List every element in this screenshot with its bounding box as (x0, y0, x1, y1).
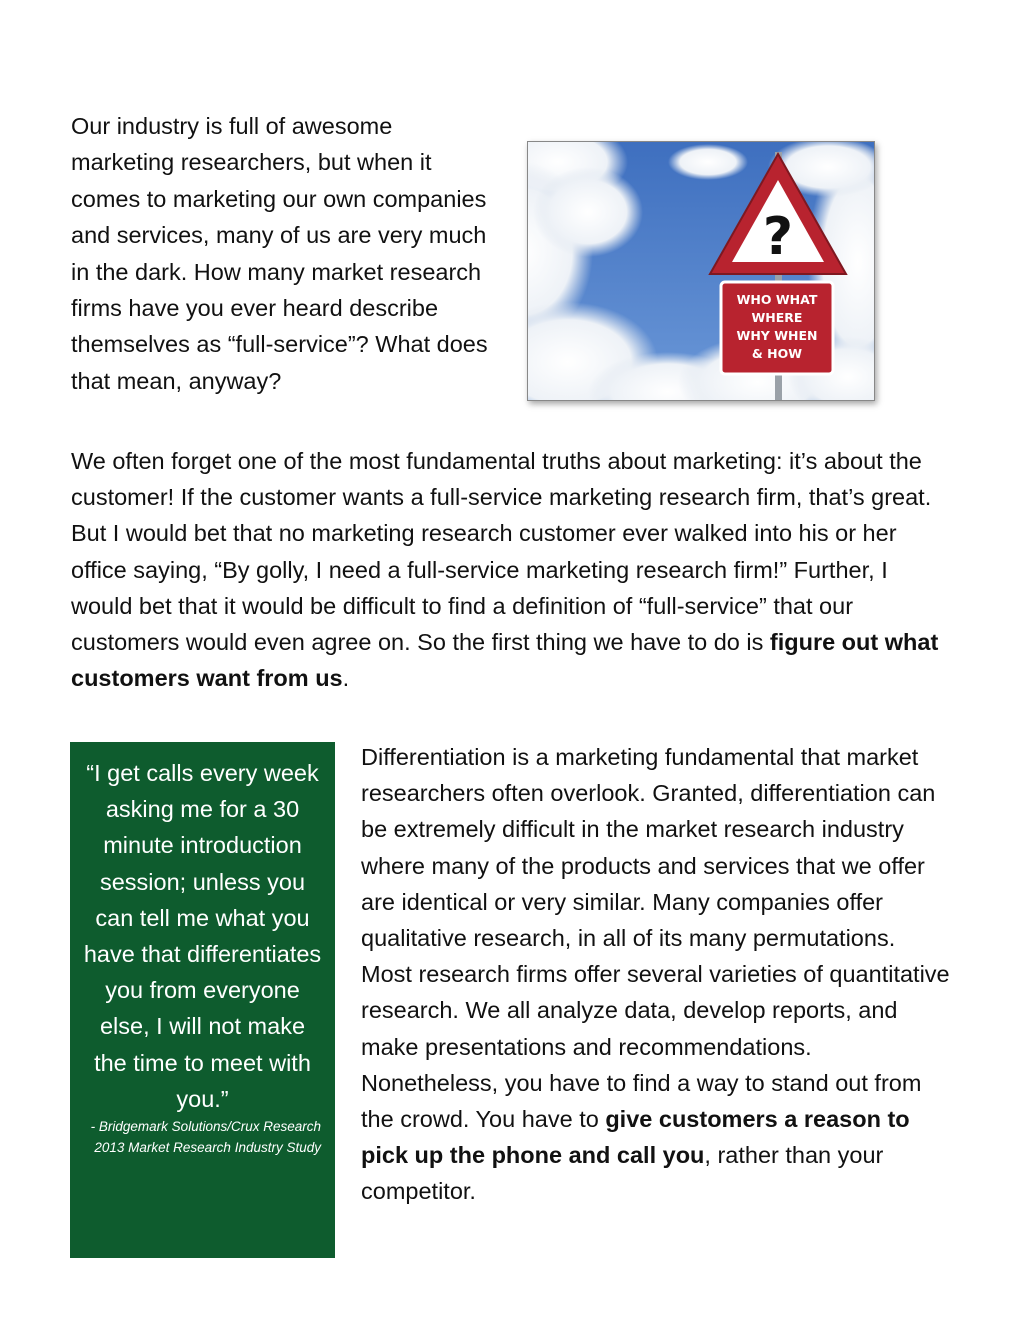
customer-paragraph-end: . (342, 665, 350, 692)
intro-paragraph: Our industry is full of awesome marketing researchers, but when it comes to marketing our own companies and services, many of us are very much in the dark. How many market research firms have you ever heard describe themselves as “full-service”? What does that mean, anyway? (71, 113, 488, 394)
pull-quote-text: “I get calls every week asking me for a 30 minute introduction session; unless you can tell me what you have that differentiates you from everyone else, I will not make the time to meet with you.” (83, 760, 322, 1112)
differentiation-paragraph (361, 739, 951, 1210)
sign-line: & HOW (751, 346, 803, 361)
sign-line: WHY WHEN (736, 328, 818, 343)
sign-line: WHO WHAT (736, 292, 818, 307)
question-words-sign (721, 282, 833, 374)
customer-paragraph (71, 443, 951, 696)
differentiation-paragraph-text: Differentiation is a marketing fundamental that market researchers often overlook. Granted, differentiation can be extremely difficult in the market research industry where many of the products and services that we offer are identical or very similar. Many companies offer qualitative research, in all of its many permutations. Most research firms offer several varieties of quantitative research. We all analyze data, develop reports, and make presentations and recommendations. Nonetheless, you have to find a way to stand out from the crowd. You have to (361, 744, 950, 1133)
differentiation-paragraph-end: , rather than your competitor. (361, 1142, 884, 1205)
differentiation-paragraph-emphasis: give customers a reason to pick up the phone and call you (361, 1106, 910, 1169)
pull-quote-attribution: - Bridgemark Solutions/Crux Research 2013 Market Research Industry Study (90, 1119, 321, 1155)
question-sign-photo (527, 141, 875, 401)
customer-paragraph-emphasis: figure out what customers want from us (71, 629, 939, 692)
sign-illustration (528, 142, 874, 400)
pull-quote-box (70, 742, 335, 1258)
question-mark: ? (762, 207, 794, 267)
customer-paragraph-text: We often forget one of the most fundamental truths about marketing: it’s about the customer! If the customer wants a full-service marketing research firm, that’s great. But I would bet that no marketing research customer ever walked into his or her office saying, “By golly, I need a full-service marketing research firm!” Further, I would bet that it would be difficult to find a definition of “full-service” that our customers would even agree on. So the first thing we have to do is (71, 448, 932, 656)
sign-line: WHERE (751, 310, 803, 325)
